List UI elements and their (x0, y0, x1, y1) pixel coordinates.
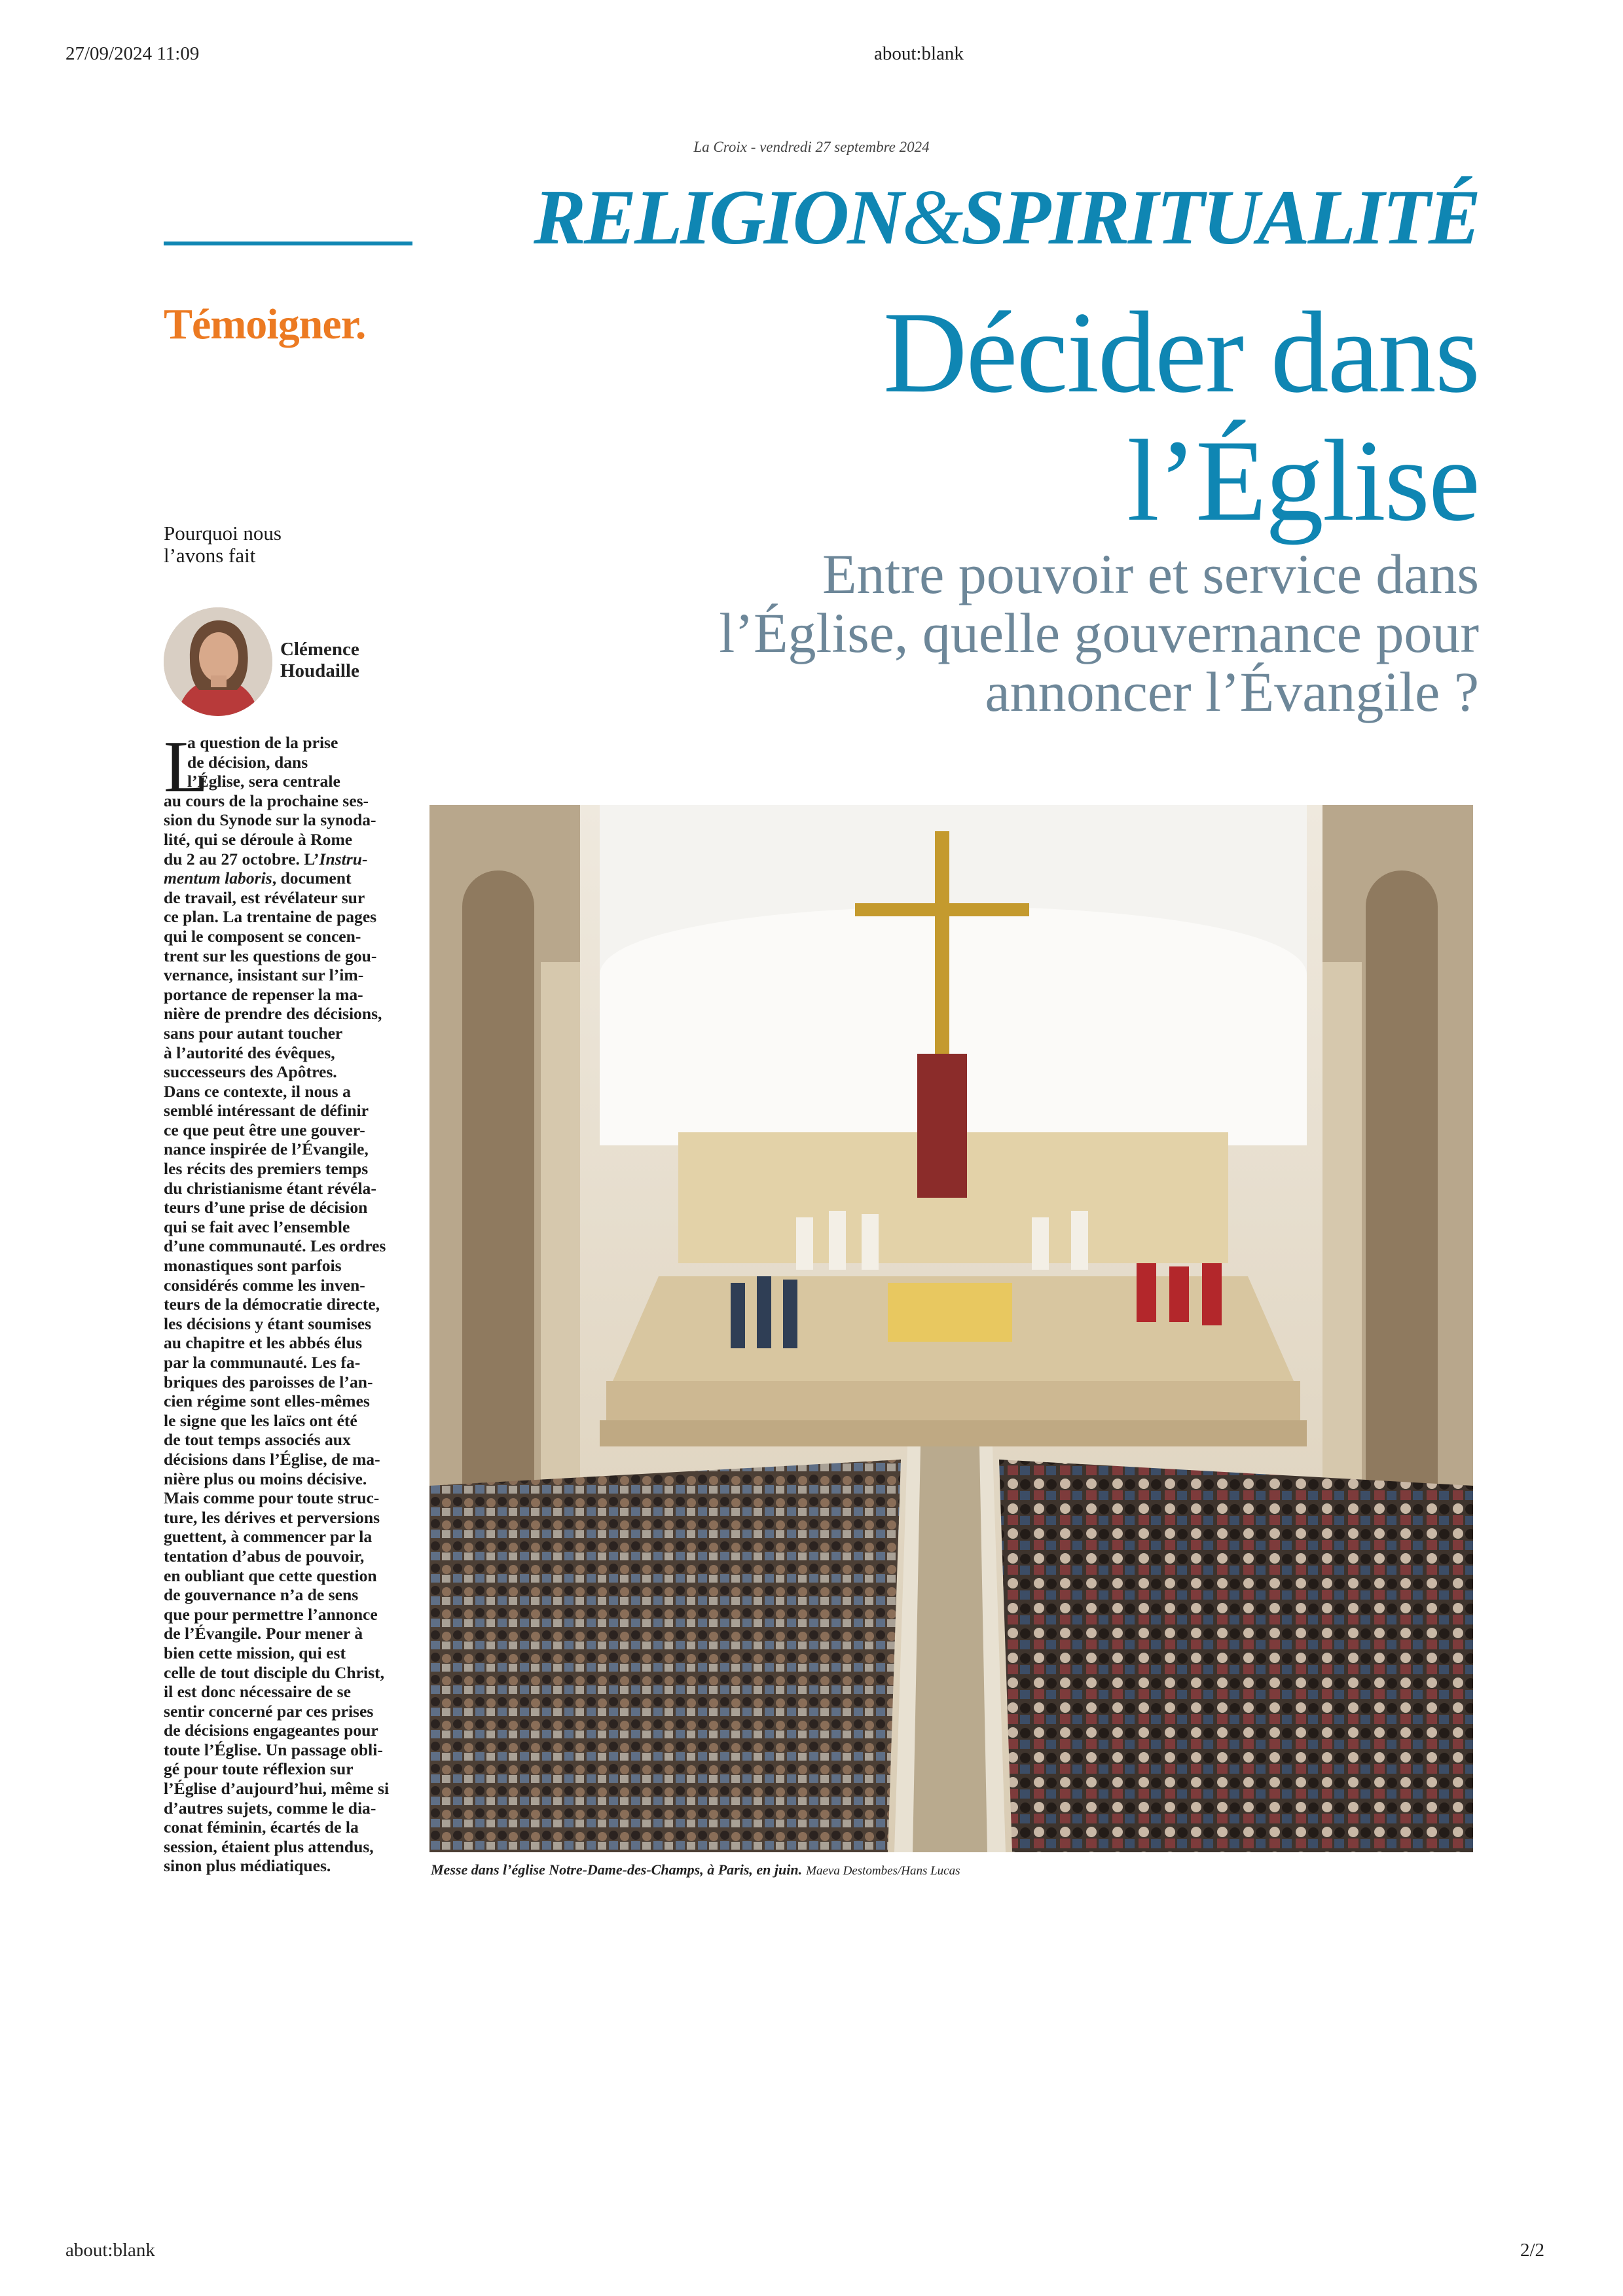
body-line: de tout temps associés aux (164, 1430, 351, 1450)
body-line: gé pour toute réflexion sur (164, 1759, 354, 1779)
author-avatar (164, 607, 272, 716)
body-line: ce que peut être une gouver- (164, 1120, 365, 1139)
footer-page: 2/2 (1520, 2240, 1545, 2261)
body-line: qui le composent se concen- (164, 926, 361, 946)
body-line: Mais comme pour toute struc- (164, 1488, 380, 1508)
dateline: La Croix - vendredi 27 septembre 2024 (693, 139, 930, 155)
body-line: conat féminin, écartés de la (164, 1818, 359, 1837)
body-line: du christianisme étant révéla- (164, 1178, 376, 1198)
body-line: a question de la prise (187, 733, 338, 752)
body-line: au cours de la prochaine ses- (164, 791, 369, 810)
body-line: teurs d’une prise de décision (164, 1198, 368, 1217)
body-line: nière plus ou moins décisive. (164, 1469, 367, 1488)
body-line: l’Église d’aujourd’hui, même si (164, 1779, 390, 1799)
photo-caption (431, 1861, 960, 1878)
body-line: successeurs des Apôtres. (164, 1062, 337, 1082)
body-line: bien cette mission, qui est (164, 1643, 346, 1662)
body-line: mentum laboris, document (164, 869, 352, 888)
caption-text: Messe dans l’église Notre-Dame-des-Champs, à Paris, en juin. (431, 1861, 803, 1878)
body-line: sinon plus médiatiques. (164, 1856, 331, 1876)
why-label (164, 522, 334, 567)
body-line: guettent, à commencer par la (164, 1527, 373, 1547)
kicker: Témoigner. (164, 300, 366, 348)
body-line: briques des paroisses de l’an- (164, 1372, 373, 1391)
section-rubric (534, 173, 1479, 260)
rubric-part1: RELIGION (534, 173, 902, 260)
subtitle-line: Entre pouvoir et service dans (822, 543, 1479, 605)
body-line: trent sur les questions de gou- (164, 946, 377, 965)
article-subtitle (418, 545, 1479, 721)
subtitle-line: annoncer l’Évangile ? (985, 660, 1479, 723)
body-line: monastiques sont parfois (164, 1256, 342, 1276)
body-line: lité, qui se déroule à Rome (164, 829, 353, 849)
body-line: portance de repenser la ma- (164, 984, 363, 1004)
body-line: de décisions engageantes pour (164, 1721, 378, 1740)
why-line: l’avons fait (164, 544, 256, 567)
article-title (497, 288, 1479, 545)
body-line: de travail, est révélateur sur (164, 888, 365, 907)
rubric-part2: SPIRITUALITÉ (961, 173, 1479, 260)
article-body (164, 726, 394, 1876)
author-line: Houdaille (280, 660, 359, 681)
rubric-amp: & (902, 173, 962, 260)
body-line: le signe que les laïcs ont été (164, 1410, 357, 1430)
body-line: de gouvernance n’a de sens (164, 1585, 359, 1605)
body-line: semblé intéressant de définir (164, 1101, 369, 1121)
body-line: Dans ce contexte, il nous a (164, 1081, 351, 1101)
author-line: Clémence (280, 639, 359, 660)
body-line: les décisions y étant soumises (164, 1314, 372, 1333)
body-line: l’Église, sera centrale (187, 772, 340, 791)
title-line: l’Église (1127, 416, 1479, 545)
body-line: ture, les dérives et perversions (164, 1507, 380, 1527)
author-name (280, 639, 411, 682)
body-line: du 2 au 27 octobre. L’Instru- (164, 849, 368, 869)
title-line: Décider dans (883, 287, 1479, 417)
church-photo (429, 805, 1473, 1852)
body-line: décisions dans l’Église, de ma- (164, 1449, 380, 1469)
body-line: celle de tout disciple du Christ, (164, 1662, 384, 1682)
body-line: de décision, dans (187, 752, 308, 772)
why-line: Pourquoi nous (164, 522, 282, 545)
body-line: par la communauté. Les fa- (164, 1353, 361, 1372)
footer-url: about:blank (65, 2240, 155, 2261)
body-line: teurs de la démocratie directe, (164, 1295, 380, 1314)
body-line: de l’Évangile. Pour mener à (164, 1624, 363, 1643)
photo-credit: Maeva Destombes/Hans Lucas (806, 1864, 960, 1878)
subtitle-line: l’Église, quelle gouvernance pour (719, 601, 1479, 664)
body-line: session, étaient plus attendus, (164, 1837, 374, 1856)
body-line: cien régime sont elles-mêmes (164, 1391, 370, 1411)
body-line: ce plan. La trentaine de pages (164, 907, 377, 927)
body-line: sans pour autant toucher (164, 1023, 343, 1043)
print-datetime: 27/09/2024 11:09 (65, 43, 200, 64)
body-line: vernance, insistant sur l’im- (164, 965, 364, 985)
body-line: à l’autorité des évêques, (164, 1043, 335, 1062)
drop-cap: L (164, 726, 209, 808)
body-line: les récits des premiers temps (164, 1159, 369, 1179)
body-line: nance inspirée de l’Évangile, (164, 1139, 369, 1159)
body-line: considérés comme les inven- (164, 1275, 365, 1295)
body-line: sion du Synode sur la synoda- (164, 810, 376, 830)
body-line: toute l’Église. Un passage obli- (164, 1740, 383, 1759)
body-line: d’autres sujets, comme le dia- (164, 1798, 376, 1818)
print-url: about:blank (874, 43, 964, 64)
rubric-rule (164, 242, 412, 245)
body-line: au chapitre et les abbés élus (164, 1333, 363, 1353)
body-line: tentation d’abus de pouvoir, (164, 1546, 365, 1566)
body-line: en oubliant que cette question (164, 1566, 377, 1585)
body-line: nière de prendre des décisions, (164, 1004, 382, 1024)
body-line: d’une communauté. Les ordres (164, 1236, 386, 1256)
body-line: qui se fait avec l’ensemble (164, 1217, 350, 1236)
body-line: sentir concerné par ces prises (164, 1701, 374, 1721)
body-line: il est donc nécessaire de se (164, 1682, 351, 1702)
body-line: que pour permettre l’annonce (164, 1604, 378, 1624)
